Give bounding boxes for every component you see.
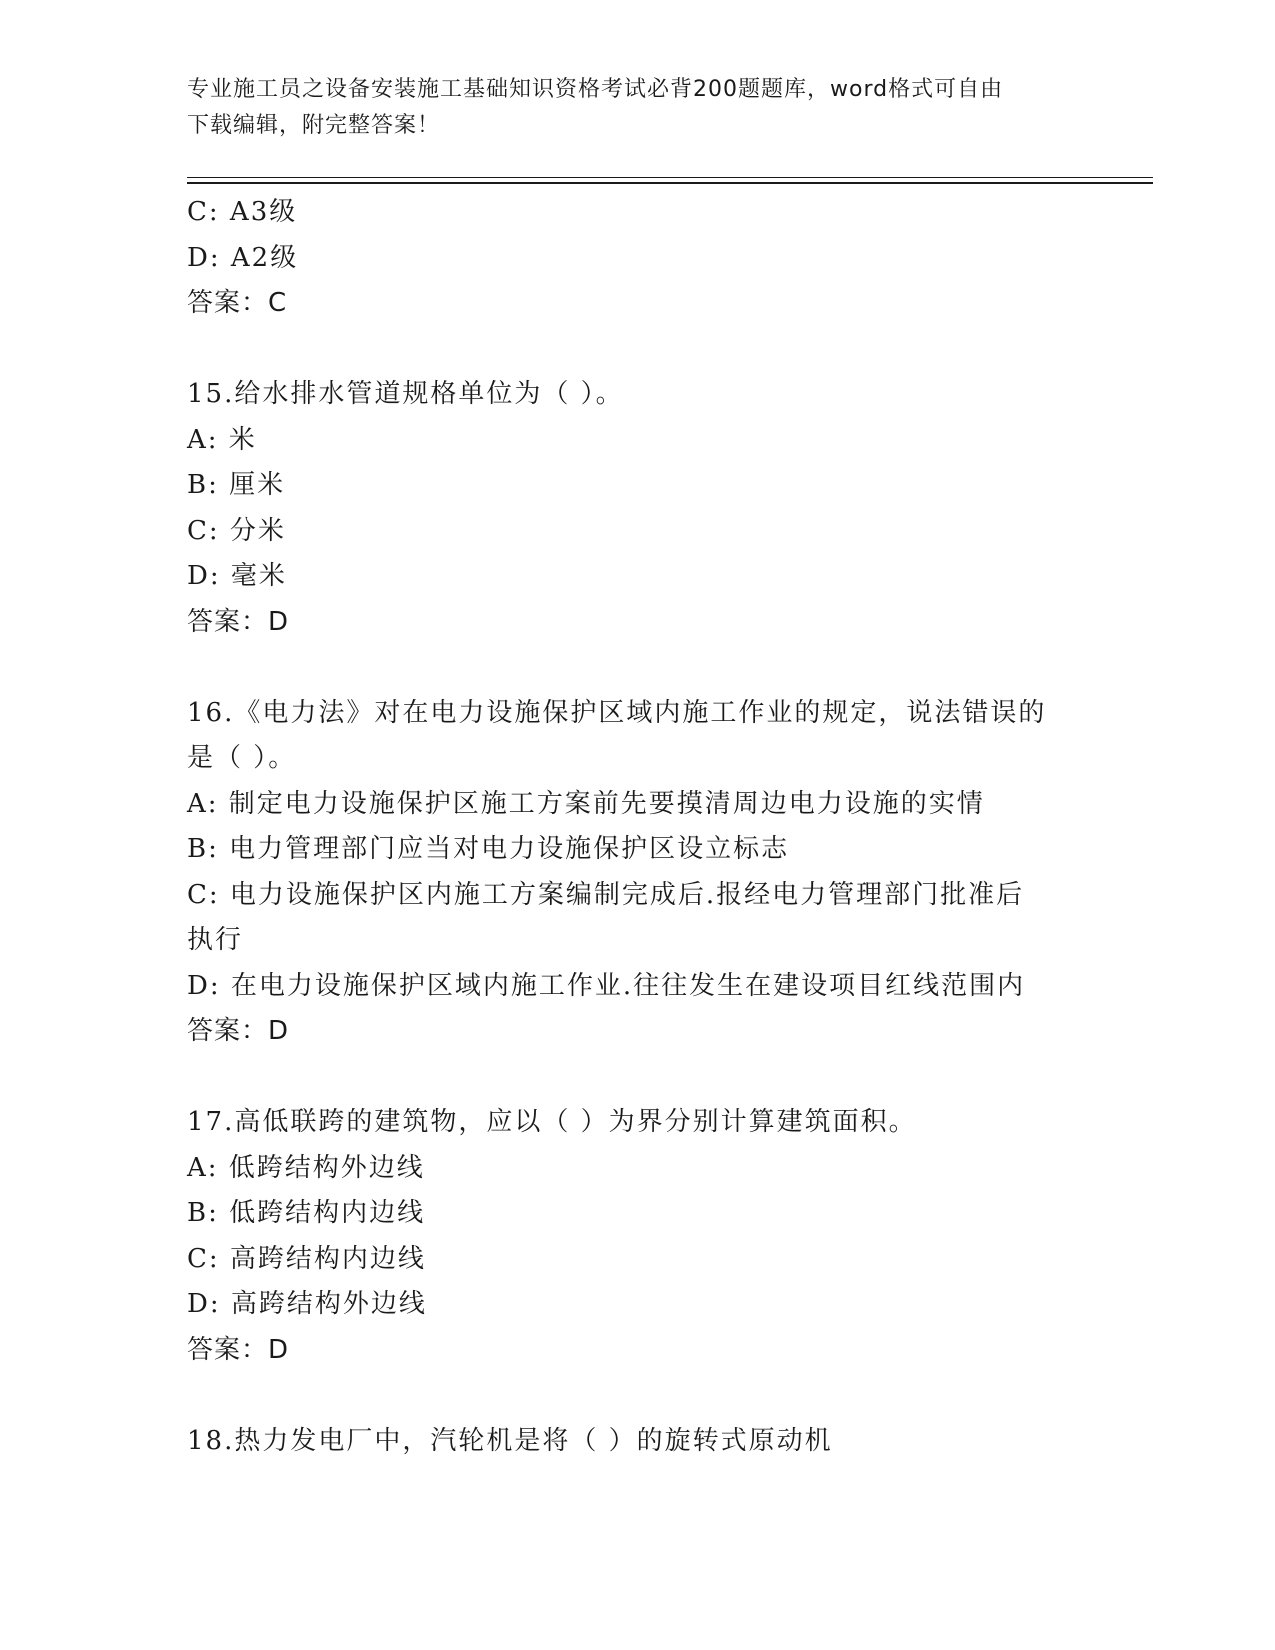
- answer-line: 答案：D: [187, 1016, 290, 1046]
- question-list: [187, 190, 1087, 1464]
- option-d: D: A2级: [187, 242, 299, 273]
- spacer: [187, 1373, 1087, 1419]
- question-block-18: [187, 1419, 1087, 1465]
- question-block-16: [187, 691, 1087, 1055]
- spacer: [187, 1055, 1087, 1101]
- option-c-continued: 执行: [187, 925, 244, 955]
- option-d: D: 高跨结构外边线: [187, 1289, 427, 1319]
- option-b: B: 电力管理部门应当对电力设施保护区设立标志: [187, 834, 790, 864]
- spacer: [187, 327, 1087, 373]
- option-a: A: 制定电力设施保护区施工方案前先要摸清周边电力设施的实情: [187, 788, 985, 819]
- option-b: B: 低跨结构内边线: [187, 1198, 426, 1228]
- option-d: D: 在电力设施保护区域内施工作业.往往发生在建设项目红线范围内: [187, 970, 1026, 1001]
- question-block-15: [187, 372, 1087, 645]
- header-divider-thick: [187, 182, 1153, 184]
- question-block-prev: [187, 190, 1087, 327]
- answer-line: 答案：D: [187, 1334, 290, 1365]
- answer-line: 答案：C: [187, 288, 288, 318]
- option-c: C: A3级: [187, 197, 298, 227]
- header-divider-thin: [187, 177, 1153, 178]
- question-text-line-1: 16.《电力法》对在电力设施保护区域内施工作业的规定，说法错误的: [187, 697, 1047, 728]
- document-header: [187, 72, 1087, 144]
- header-title-line-1: 专业施工员之设备安装施工基础知识资格考试必背200题题库，word格式可自由: [187, 77, 1004, 102]
- question-block-17: [187, 1100, 1087, 1373]
- spacer: [187, 645, 1087, 691]
- option-c: C: 高跨结构内边线: [187, 1243, 426, 1274]
- option-b: B: 厘米: [187, 470, 286, 500]
- question-text: 17.高低联跨的建筑物，应以（ ）为界分别计算建筑面积。: [187, 1107, 917, 1137]
- option-c: C: 电力设施保护区内施工方案编制完成后.报经电力管理部门批准后: [187, 879, 1025, 910]
- option-d: D: 毫米: [187, 561, 287, 591]
- question-text-line-2: 是（ ）。: [187, 743, 297, 773]
- option-a: A: 米: [187, 424, 257, 455]
- option-a: A: 低跨结构外边线: [187, 1152, 425, 1183]
- question-text: 18.热力发电厂中，汽轮机是将（ ）的旋转式原动机: [187, 1425, 833, 1456]
- header-title-line-2: 下载编辑，附完整答案！: [187, 113, 441, 138]
- question-text: 15.给水排水管道规格单位为（ ）。: [187, 379, 624, 409]
- option-c: C: 分米: [187, 515, 286, 546]
- answer-line: 答案：D: [187, 606, 290, 637]
